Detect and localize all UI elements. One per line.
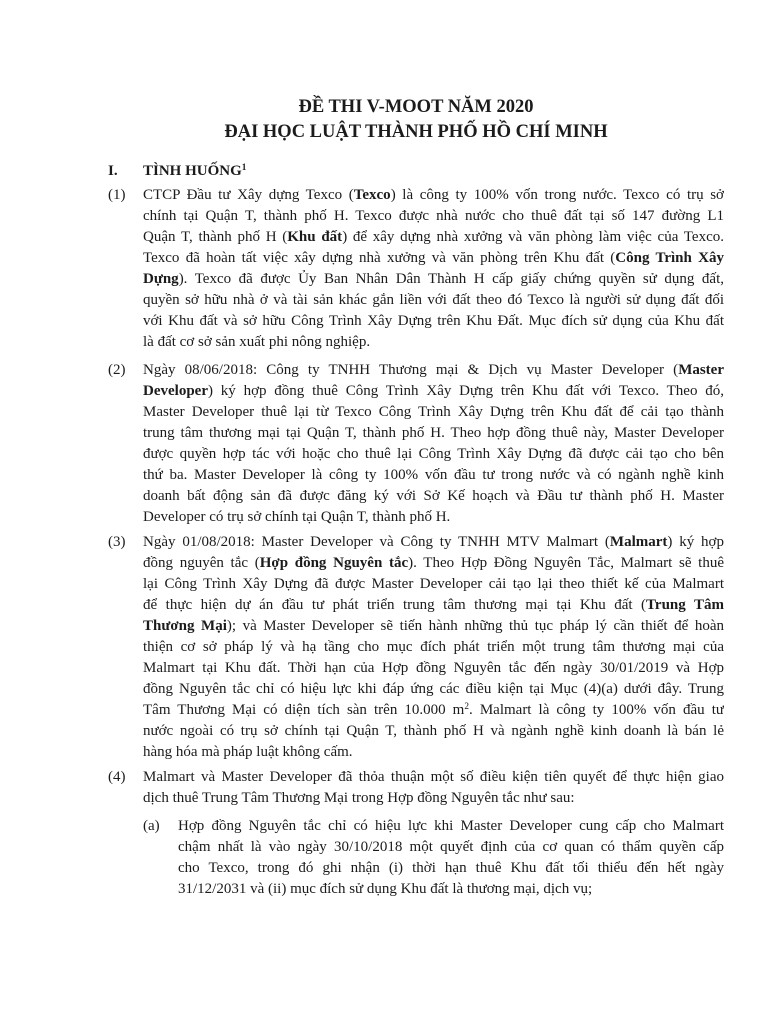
text-line: lại Công Trình Xây Dựng đã được Master Developer cải tạo lại theo thiết kế của Malmart bbox=[143, 576, 724, 592]
paragraph-2 bbox=[108, 360, 724, 528]
text-run: Ngày 08/06/2018: Công ty TNHH Thương mại & Dịch vụ Master Developer ( bbox=[143, 362, 679, 378]
text-line: thứ ba. Master Developer là công ty 100% vốn đầu tư trong nước và có ngành nghề kinh bbox=[143, 467, 724, 483]
text-line: nước ngoài có trụ sở chính tại Quận T, thành phố H và ngành nghề kinh doanh là bán lẻ bbox=[143, 723, 724, 739]
text-line bbox=[143, 248, 724, 269]
document-body bbox=[108, 95, 724, 900]
text-run: ) ký hợp đồng thuê Công Trình Xây Dựng trên Khu đất với Texco. Theo đó, bbox=[207, 383, 724, 399]
text-run: Texco đã hoàn tất việc xây dựng nhà xưởng và văn phòng trên Khu đất ( bbox=[143, 250, 616, 266]
text-line bbox=[143, 553, 724, 574]
text-line: chính tại Quận T, thành phố H. Texco được nhà nước cho thuê đất tại số 147 đường L1 bbox=[143, 208, 724, 224]
defined-term: Công Trình Xây bbox=[615, 250, 724, 266]
paragraph-number: (3) bbox=[108, 534, 126, 550]
defined-term: Developer bbox=[143, 383, 208, 399]
text-line bbox=[143, 185, 724, 206]
text-line bbox=[143, 595, 724, 616]
text-run: để thực hiện dự án đầu tư phát triển trung tâm thương mại tại Khu đất ( bbox=[143, 597, 647, 613]
section-number: I. bbox=[108, 163, 118, 179]
paragraph-number: (2) bbox=[108, 362, 126, 378]
text-line: cho Texco, trong đó ghi nhận (i) thời hạn thuê Khu đất tối thiểu đến hết ngày bbox=[178, 860, 724, 876]
section-title-text: TÌNH HUỐNG bbox=[143, 163, 242, 179]
text-line: với Khu đất và sở hữu Công Trình Xây Dựng trên Khu Đất. Mục đích sử dụng của Khu đất bbox=[143, 313, 724, 329]
paragraph-number: (4) bbox=[108, 769, 126, 785]
paragraph-number: (1) bbox=[108, 187, 126, 203]
text-run: ). Theo Hợp Đồng Nguyên Tắc, Malmart sẽ thuê bbox=[408, 555, 724, 571]
defined-term: Trung Tâm bbox=[646, 597, 724, 613]
text-line: đồng Nguyên tắc chỉ có hiệu lực khi đáp ứng các điều kiện tại Mục (4)(a) dưới đây. Trung bbox=[143, 681, 724, 697]
text-run: ) ký hợp bbox=[667, 534, 724, 550]
text-line: doanh bất động sản đã được đăng ký với Sở Kế hoạch và Đầu tư thành phố H. Master bbox=[143, 488, 724, 504]
text-line bbox=[143, 227, 724, 248]
defined-term: Thương Mại bbox=[143, 618, 227, 634]
text-line: được quyền hợp tác với hoặc cho thuê lại Công Trình Xây Dựng đã được cải tạo cho bên bbox=[143, 446, 724, 462]
text-line: là đất cơ sở sản xuất phi nông nghiệp. bbox=[143, 334, 371, 350]
text-line: chậm nhất là vào ngày 30/10/2018 một quyết định của cơ quan có thẩm quyền cấp bbox=[178, 839, 724, 855]
text-line: Master Developer thuê lại từ Texco Công Trình Xây Dựng trên Khu đất để cải tạo thành bbox=[143, 404, 724, 420]
title-line: ĐỀ THI V-MOOT NĂM 2020 bbox=[298, 97, 534, 117]
text-line: 31/12/2031 và (ii) mục đích sử dụng Khu đất là thương mại, dịch vụ; bbox=[178, 881, 593, 897]
text-run: CTCP Đầu tư Xây dựng Texco ( bbox=[143, 187, 354, 203]
text-line bbox=[143, 616, 724, 637]
text-line: thiện cơ sở pháp lý và hạ tầng cho mục đích phát triển một trung tâm thương mại của bbox=[143, 639, 724, 655]
text-run: Ngày 01/08/2018: Master Developer và Công ty TNHH MTV Malmart ( bbox=[143, 534, 610, 550]
text-line: Malmart và Master Developer đã thỏa thuận một số điều kiện tiên quyết để thực hiện giao bbox=[143, 769, 724, 785]
text-run: ) để xây dựng nhà xưởng và văn phòng làm việc của Texco. bbox=[342, 229, 724, 245]
defined-term: Texco bbox=[353, 187, 391, 203]
paragraph-4 bbox=[108, 767, 724, 900]
text-run: ) là công ty 100% vốn trong nước. Texco có trụ sở bbox=[390, 187, 724, 203]
text-line bbox=[143, 700, 724, 721]
defined-term: Malmart bbox=[609, 534, 668, 550]
sub-item-label: (a) bbox=[143, 818, 160, 834]
section-title bbox=[143, 161, 246, 182]
defined-term: Khu đất bbox=[287, 229, 343, 245]
paragraph-3 bbox=[108, 532, 724, 763]
text-run: đồng nguyên tắc ( bbox=[143, 555, 260, 571]
defined-term: Hợp đồng Nguyên tắc bbox=[259, 555, 409, 571]
text-run: Tâm Thương Mại có diện tích sàn trên 10.000 m bbox=[143, 702, 465, 718]
text-run: Quận T, thành phố H ( bbox=[143, 229, 288, 245]
document-title bbox=[108, 95, 724, 145]
text-run: ); và Master Developer sẽ tiến hành những thủ tục pháp lý cần thiết để hoàn bbox=[226, 618, 724, 634]
text-line: dịch thuê Trung Tâm Thương Mại trong Hợp đồng Nguyên tắc như sau: bbox=[143, 790, 575, 806]
text-run: ). Texco đã được Ủy Ban Nhân Dân Thành H cấp giấy chứng quyền sử dụng đất, bbox=[178, 271, 724, 287]
text-line bbox=[143, 360, 724, 381]
text-run: . Malmart là công ty 100% vốn đầu tư bbox=[469, 702, 724, 718]
section-heading bbox=[108, 161, 724, 182]
text-line: quyền sở hữu nhà ở và tài sản khác gắn liền với đất theo đó Texco là người sử dụng đất đối bbox=[143, 292, 724, 308]
text-line bbox=[143, 269, 724, 290]
text-line: Malmart tại Khu đất. Thời hạn của Hợp đồng Nguyên tắc đến ngày 30/01/2019 và Hợp bbox=[143, 660, 724, 676]
text-line: Hợp đồng Nguyên tắc chỉ có hiệu lực khi Master Developer cung cấp cho Malmart bbox=[178, 818, 724, 834]
text-line: Developer có trụ sở chính tại Quận T, thành phố H. bbox=[143, 509, 451, 525]
defined-term: Master bbox=[678, 362, 724, 378]
paragraph-1 bbox=[108, 185, 724, 353]
text-line bbox=[143, 532, 724, 553]
text-line: hàng hóa mà pháp luật không cấm. bbox=[143, 744, 353, 760]
superscript: 2 bbox=[464, 701, 470, 712]
text-line: trung tâm thương mại tại Quận T, thành phố H. Theo hợp đồng thuê này, Master Developer bbox=[143, 425, 724, 441]
sub-item-a bbox=[143, 816, 724, 900]
title-line: ĐẠI HỌC LUẬT THÀNH PHỐ HỒ CHÍ MINH bbox=[224, 122, 608, 142]
text-line bbox=[143, 381, 724, 402]
defined-term: Dựng bbox=[143, 271, 179, 287]
footnote-mark[interactable]: 1 bbox=[241, 162, 247, 173]
